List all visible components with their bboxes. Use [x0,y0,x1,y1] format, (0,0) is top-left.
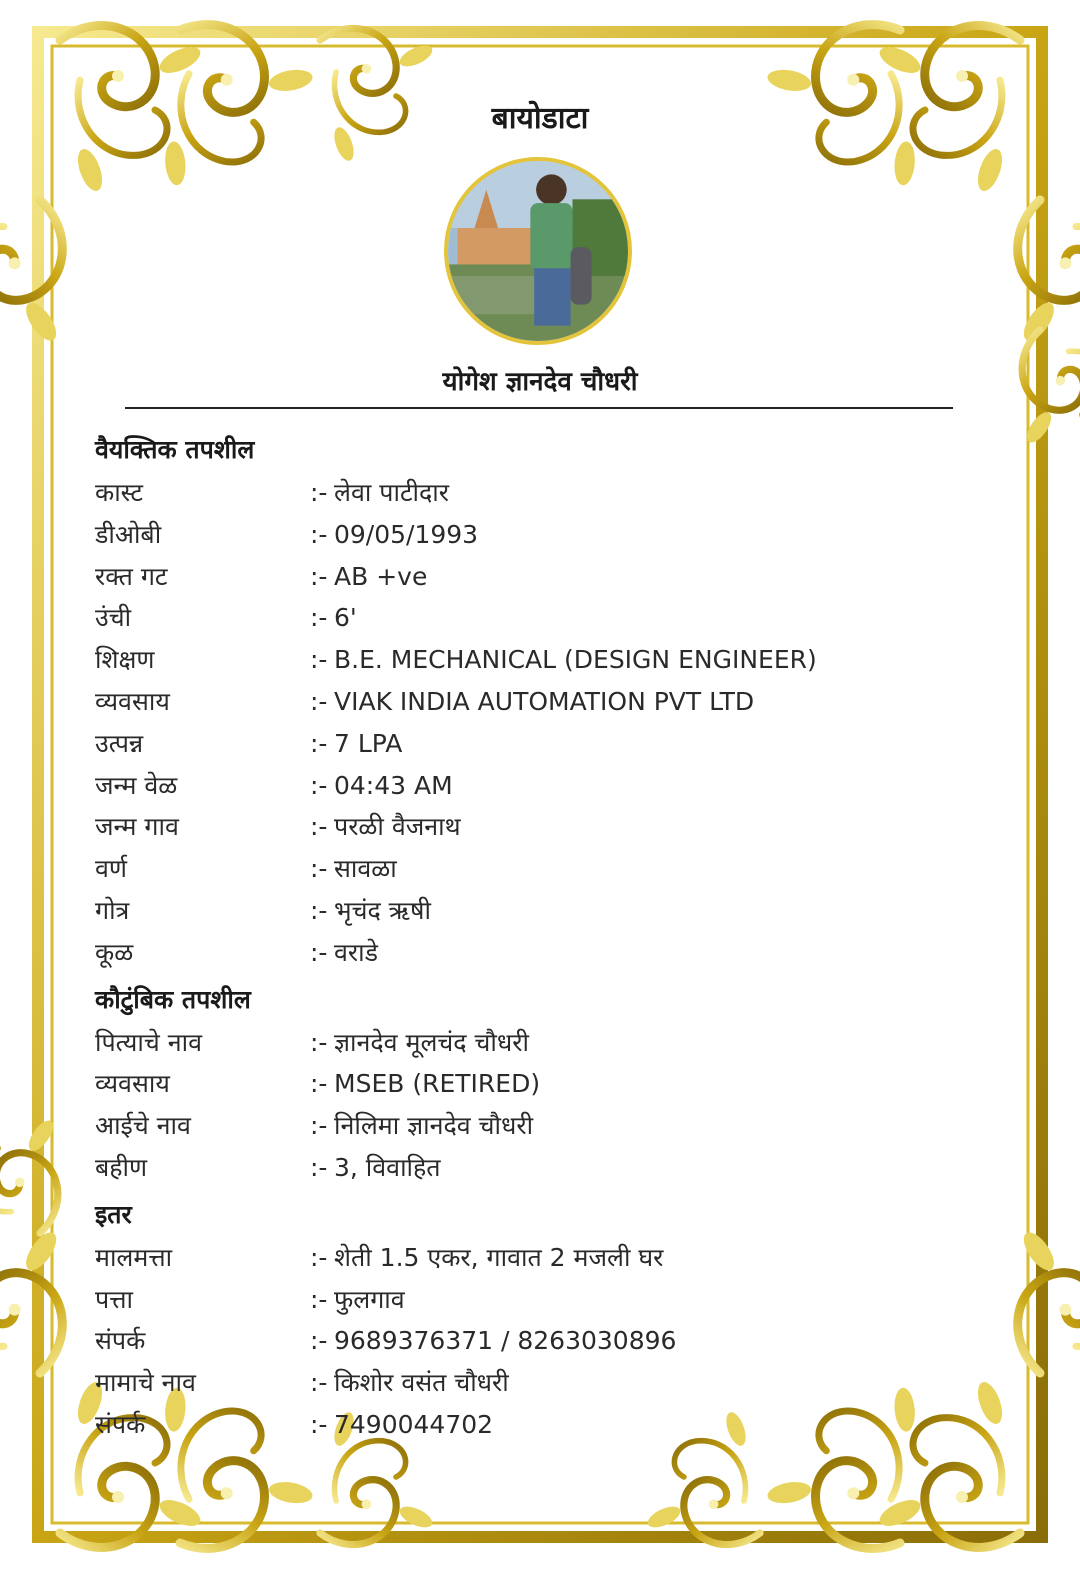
detail-value: 7490044702 [334,1409,494,1439]
detail-row-kul [95,932,975,974]
separator: :- [310,603,328,633]
section-personal-details [95,428,975,974]
separator: :- [310,770,328,800]
separator: :- [310,519,328,549]
detail-row-maternal-uncle [95,1362,975,1404]
detail-value: 3, विवाहित [334,1152,441,1182]
separator: :- [310,895,328,925]
detail-label: जन्म वेळ [95,770,178,800]
section-family-details [95,978,975,1189]
detail-label: शिक्षण [95,645,155,675]
detail-label: डीओबी [95,519,162,549]
detail-row-occupation [95,681,975,723]
separator: :- [310,1242,328,1272]
detail-label: वर्ण [95,854,127,884]
detail-value: ज्ञानदेव मूलचंद चौधरी [334,1027,529,1057]
detail-row-contact [95,1320,975,1362]
section-title: कौटुंबिक तपशील [95,984,251,1014]
detail-value: 6' [334,603,357,633]
separator: :- [310,686,328,716]
detail-value: निलिमा ज्ञानदेव चौधरी [334,1111,534,1141]
detail-label: कूळ [95,937,134,967]
detail-row-uncle-contact [95,1404,975,1446]
separator: :- [310,1069,328,1099]
detail-value: MSEB (RETIRED) [334,1069,541,1099]
divider [125,407,953,409]
detail-label: पत्ता [95,1284,133,1314]
detail-row-income [95,723,975,765]
detail-label: गोत्र [95,895,130,925]
profile-photo [444,157,632,345]
detail-label: मालमत्ता [95,1242,173,1272]
detail-value: लेवा पाटीदार [334,478,449,507]
section-title: इतर [95,1199,132,1229]
separator: :- [310,1152,328,1182]
separator: :- [310,728,328,758]
detail-label: जन्म गाव [95,812,179,842]
detail-label: रक्त गट [95,561,168,591]
detail-label: कास्ट [95,478,144,507]
detail-label: पित्याचे नाव [95,1027,202,1057]
person-name: योगेश ज्ञानदेव चौधरी [442,367,638,397]
detail-label: व्यवसाय [95,1069,170,1099]
detail-row-property [95,1237,975,1279]
detail-value: सावळा [334,854,397,884]
separator: :- [310,1368,328,1398]
detail-row-education [95,639,975,681]
detail-value: 9689376371 / 8263030896 [334,1326,677,1356]
detail-value: फुलगाव [334,1284,405,1314]
detail-value: 09/05/1993 [334,519,479,549]
detail-label: संपर्क [95,1326,146,1356]
detail-row-height [95,597,975,639]
detail-label: उत्पन्न [95,728,144,758]
separator: :- [310,937,328,967]
detail-row-dob [95,514,975,556]
detail-value: भृचंद ऋषी [334,895,431,925]
detail-row-father-occupation [95,1063,975,1105]
separator: :- [310,1409,328,1439]
detail-label: आईचे नाव [95,1111,191,1141]
detail-row-gotra [95,890,975,932]
detail-value: VIAK INDIA AUTOMATION PVT LTD [334,686,755,716]
detail-row-birth-time [95,765,975,807]
separator: :- [310,1111,328,1141]
section-title: वैयक्तिक तपशील [95,435,255,464]
separator: :- [310,478,328,507]
detail-label: संपर्क [95,1409,146,1439]
detail-value: शेती 1.5 एकर, गावात 2 मजली घर [334,1242,664,1272]
detail-row-complexion [95,848,975,890]
detail-label: बहीण [95,1152,148,1182]
detail-label: मामाचे नाव [95,1368,196,1398]
detail-row-address [95,1279,975,1321]
detail-row-blood-group [95,556,975,598]
separator: :- [310,561,328,591]
document-title: बायोडाटा [491,101,589,136]
detail-label: व्यवसाय [95,686,170,716]
detail-value: वराडे [334,937,378,967]
detail-row-mother-name [95,1105,975,1147]
detail-value: परळी वैजनाथ [334,812,461,842]
separator: :- [310,812,328,842]
biodata-content [95,424,975,1446]
detail-value: किशोर वसंत चौधरी [334,1368,509,1398]
separator: :- [310,645,328,675]
detail-value: 7 LPA [334,728,403,758]
person-photo-icon [448,161,628,341]
detail-value: 04:43 AM [334,770,453,800]
section-other-details [95,1193,975,1446]
detail-value: B.E. MECHANICAL (DESIGN ENGINEER) [334,645,817,675]
separator: :- [310,1027,328,1057]
detail-row-caste [95,472,975,514]
separator: :- [310,1284,328,1314]
detail-row-father-name [95,1022,975,1064]
separator: :- [310,1326,328,1356]
detail-row-birth-place [95,806,975,848]
corner-ornament-top-left [0,16,435,369]
detail-row-sisters [95,1147,975,1189]
separator: :- [310,854,328,884]
detail-label: उंची [95,603,132,633]
detail-value: AB +ve [334,561,428,591]
